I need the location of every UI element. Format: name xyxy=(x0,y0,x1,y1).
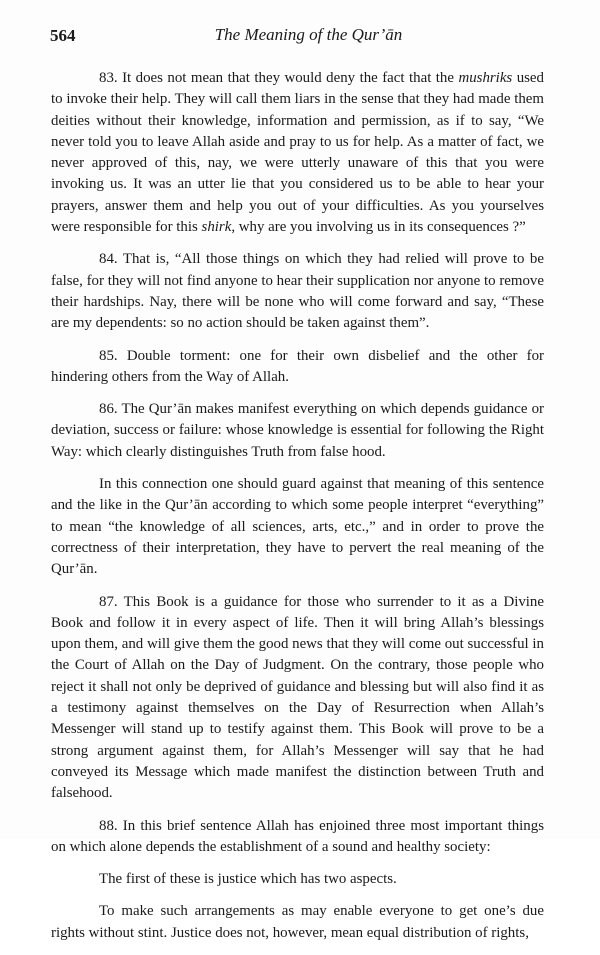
note-83-text-b: used to invoke their help. They will call them liars in the sense that they had made them deities without their knowledge, information and permission, as if to say, “We never told you to leave Allah aside and pray to us for help. As a matter of fact, we never approved of this, nay, we were utterly unaware of this that you were invoking us. It was an utter lie that you considered us to be able to hear your prayers, answer them and help you out of your difficulties. As you yourselves were responsible for this xyxy=(51,70,544,236)
note-87: 87. This Book is a guidance for those who surrender to it as a Divine Book and follow it in every aspect of life. Then it will bring Allah’s blessings upon them, and will give them the good news that they will come out successful in the Court of Allah on the Day of Judgment. On the contrary, those people who reject it shall not only be deprived of guidance and blessing but will also find it as a testimony against themselves on the Day of Resurrection when Allah’s Messenger will stand up to testify against them. This Book will prove to be a strong argument against them, for Allah’s Messenger will say that he had conveyed its Message which made manifest the distinction between Truth and falsehood. xyxy=(51,593,544,802)
body-text xyxy=(51,68,544,955)
note-88: 88. In this brief sentence Allah has enjoined three most important things on which alone depends the establishment of a sound and healthy society: xyxy=(51,817,544,855)
note-88-arrangements: To make such arrangements as may enable everyone to get one’s due rights without stint. Justice does not, however, mean equal distribution of rights, xyxy=(51,903,544,941)
term-mushriks: mushriks xyxy=(458,70,513,86)
note-83-text-c: , why are you involving us in its consequences ?” xyxy=(231,219,526,236)
note-84: 84. That is, “All those things on which they had relied will prove to be false, for they will not find anyone to hear their supplication nor anyone to remove their hardships. Nay, there will be none who will come forward and say, “These are my dependents: so no action should be taken against them”. xyxy=(51,251,544,332)
note-83 xyxy=(51,68,544,238)
page-number: 564 xyxy=(50,26,76,45)
note-86-continuation: In this connection one should guard against that meaning of this sentence and the like in the Qur’ān according to which some people interpret “everything” to mean “the knowledge of all sciences, arts, etc.,” and in order to prove the correctness of their interpretation, they have to pervert the real meaning of the Qur’ān. xyxy=(51,476,544,578)
note-88-first-aspect: The first of these is justice which has two aspects. xyxy=(99,871,397,888)
note-83-text-a: 83. It does not mean that they would deny the fact that the xyxy=(99,70,459,86)
note-86: 86. The Qur’ān makes manifest everything on which depends guidance or deviation, success or failure: whose knowledge is essential for following the Right Way: which clearly distinguishes Truth from false hood. xyxy=(51,401,544,460)
term-shirk: shirk xyxy=(201,219,232,236)
note-85: 85. Double torment: one for their own disbelief and the other for hindering others from the Way of Allah. xyxy=(51,347,544,385)
page-header xyxy=(50,26,547,48)
running-title: The Meaning of the Qur’ān xyxy=(214,25,403,44)
